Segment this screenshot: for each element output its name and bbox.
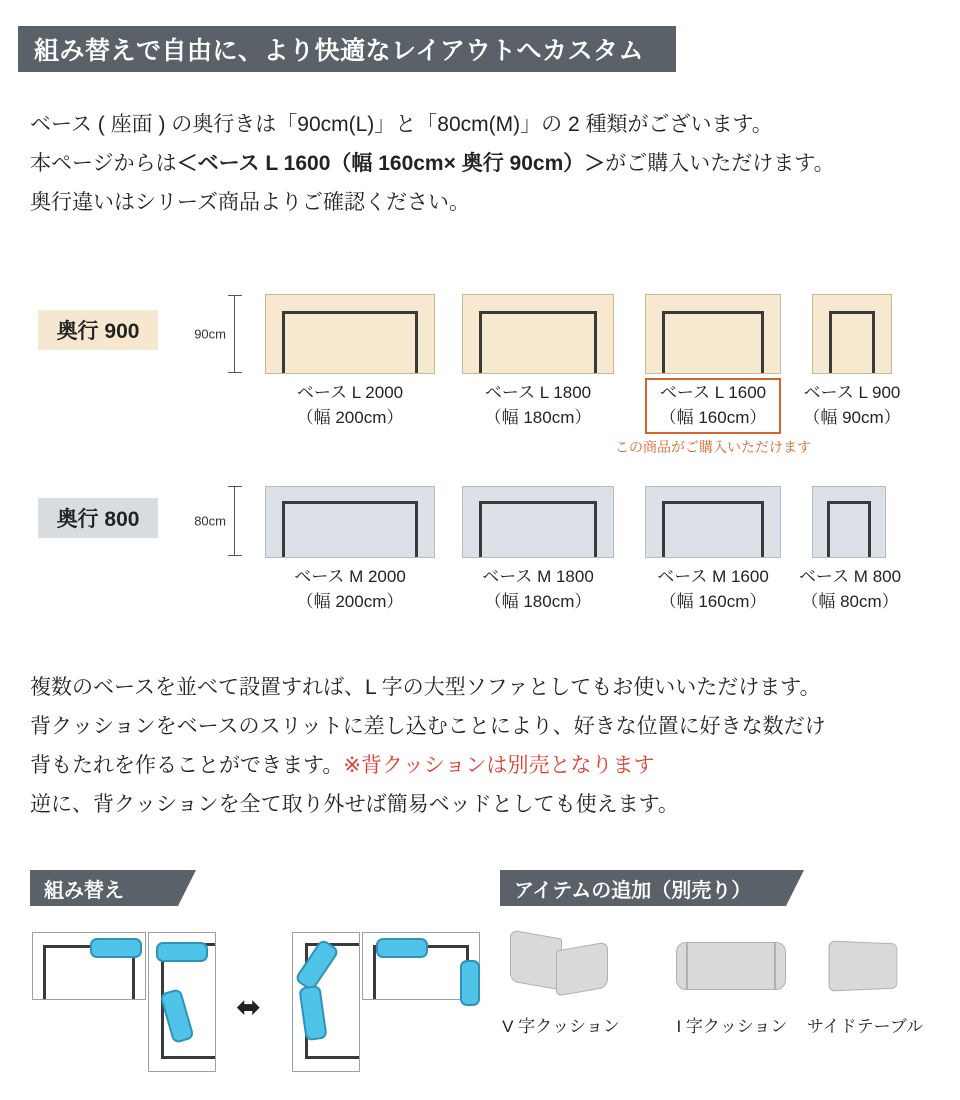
base-m-2000-slit xyxy=(282,501,418,557)
middle-line-3-prefix: 背もたれを作ることができます。 xyxy=(30,754,344,777)
measure-cap-top xyxy=(228,295,242,296)
base-m-800-slit xyxy=(827,501,871,557)
base-l-2000-shape xyxy=(265,294,435,374)
intro-line-3: 奥行違いはシリーズ商品よりご確認ください。 xyxy=(30,191,470,214)
intro-line-1: ベース ( 座面 ) の奥行きは「90cm(L)」と「80cm(M)」の 2 種類がございます。 xyxy=(30,113,773,136)
intro-line-2 xyxy=(30,144,930,183)
base-l-1800-slit xyxy=(479,311,597,373)
i-cushion-label: I 字クッション xyxy=(676,1017,788,1036)
section-flag-rearrange xyxy=(30,870,178,906)
base-m-1600-caption xyxy=(638,564,788,614)
base-l-1800-name: ベース L 1800 xyxy=(484,383,592,402)
i-cushion-icon xyxy=(676,942,786,990)
v-cushion-label: V 字クッション xyxy=(502,1017,620,1036)
base-m-800-name: ベース M 800 xyxy=(798,567,902,586)
base-l-1600-shape xyxy=(645,294,781,374)
base-l-1800-shape xyxy=(462,294,614,374)
v-cushion-icon-part-right xyxy=(556,941,608,996)
measure-label-90cm: 90cm xyxy=(194,326,226,342)
measure-cap-bottom-2 xyxy=(228,555,242,556)
layout-a-cushion-2 xyxy=(156,942,208,962)
base-m-2000-width: （幅 200cm） xyxy=(296,592,404,611)
depth-label-800: 奥行 800 xyxy=(38,498,158,538)
base-m-2000-caption xyxy=(265,564,435,614)
i-cushion-seam-left xyxy=(686,942,688,990)
layout-a-cushion-1 xyxy=(90,938,142,958)
base-m-1600-slit xyxy=(662,501,764,557)
v-cushion-icon-part-left xyxy=(510,929,562,990)
middle-line-3 xyxy=(30,746,940,785)
base-l-1600-width: （幅 160cm） xyxy=(659,408,767,427)
section-flag-rearrange-label: 組み替え xyxy=(44,879,124,902)
measure-cap-top-2 xyxy=(228,486,242,487)
i-cushion-seam-right xyxy=(774,942,776,990)
base-m-800-caption xyxy=(795,564,905,614)
base-l-900-caption xyxy=(797,380,907,430)
base-m-2000-shape xyxy=(265,486,435,558)
base-m-1800-shape xyxy=(462,486,614,558)
base-l-900-shape xyxy=(812,294,892,374)
base-m-1600-name: ベース M 1600 xyxy=(657,567,769,586)
base-m-1800-width: （幅 180cm） xyxy=(484,592,592,611)
measure-bar-2 xyxy=(234,486,235,556)
base-m-1800-slit xyxy=(479,501,597,557)
page-title: 組み替えで自由に、より快適なレイアウトへカスタム xyxy=(34,37,645,65)
base-l-1600-caption xyxy=(645,380,781,430)
base-l-900-name: ベース L 900 xyxy=(803,383,901,402)
base-l-1800-caption xyxy=(455,380,621,430)
middle-line-4: 逆に、背クッションを全て取り外せば簡易ベッドとしても使えます。 xyxy=(30,793,679,816)
base-m-1600-width: （幅 160cm） xyxy=(659,592,767,611)
middle-line-1: 複数のベースを並べて設置すれば、L 字の大型ソファとしてもお使いいただけます。 xyxy=(30,676,821,699)
base-m-2000-name: ベース M 2000 xyxy=(294,567,406,586)
base-l-900-width: （幅 90cm） xyxy=(803,408,901,427)
base-m-1800-caption xyxy=(455,564,621,614)
middle-paragraph xyxy=(30,668,940,824)
section-flag-add-item xyxy=(500,870,786,906)
base-l-2000-width: （幅 200cm） xyxy=(296,408,404,427)
size-diagram xyxy=(0,280,960,630)
section-flag-add-item-label: アイテムの追加（別売り） xyxy=(514,879,752,902)
intro-paragraph xyxy=(30,105,930,222)
layout-b-cushion-4 xyxy=(460,960,480,1006)
measure-label-80cm: 80cm xyxy=(194,513,226,529)
swap-arrow-icon: ⬌ xyxy=(236,991,262,1024)
page-header-bar xyxy=(18,26,676,72)
intro-line-2-suffix: がご購入いただけます。 xyxy=(605,152,835,175)
side-table-label: サイドテーブル xyxy=(806,1017,924,1036)
base-l-1800-width: （幅 180cm） xyxy=(484,408,592,427)
layout-b-cushion-3 xyxy=(376,938,428,958)
base-l-2000-name: ベース L 2000 xyxy=(296,383,404,402)
middle-line-2: 背クッションをベースのスリットに差し込むことにより、好きな位置に好きな数だけ xyxy=(30,715,826,738)
base-l-1600-name: ベース L 1600 xyxy=(659,383,767,402)
base-m-1800-name: ベース M 1800 xyxy=(482,567,594,586)
depth-label-900: 奥行 900 xyxy=(38,310,158,350)
base-l-900-slit xyxy=(829,311,875,373)
base-l-1600-slit xyxy=(662,311,764,373)
base-m-800-width: （幅 80cm） xyxy=(801,592,899,611)
measure-cap-bottom xyxy=(228,372,242,373)
add-item-illustration xyxy=(490,920,940,1050)
intro-line-2-prefix: 本ページからは xyxy=(30,152,177,175)
base-l-2000-slit xyxy=(282,311,418,373)
measure-bar xyxy=(234,295,235,373)
purchasable-note: この商品がご購入いただけます xyxy=(615,439,811,455)
intro-line-2-bold: ＜ベース L 1600（幅 160cm× 奥行 90cm）＞ xyxy=(176,152,606,175)
middle-line-3-note: ※背クッションは別売となります xyxy=(343,754,655,777)
rearrange-illustration xyxy=(30,928,480,1078)
base-m-800-shape xyxy=(812,486,886,558)
base-l-2000-caption xyxy=(265,380,435,430)
base-m-1600-shape xyxy=(645,486,781,558)
side-table-icon xyxy=(829,940,898,991)
